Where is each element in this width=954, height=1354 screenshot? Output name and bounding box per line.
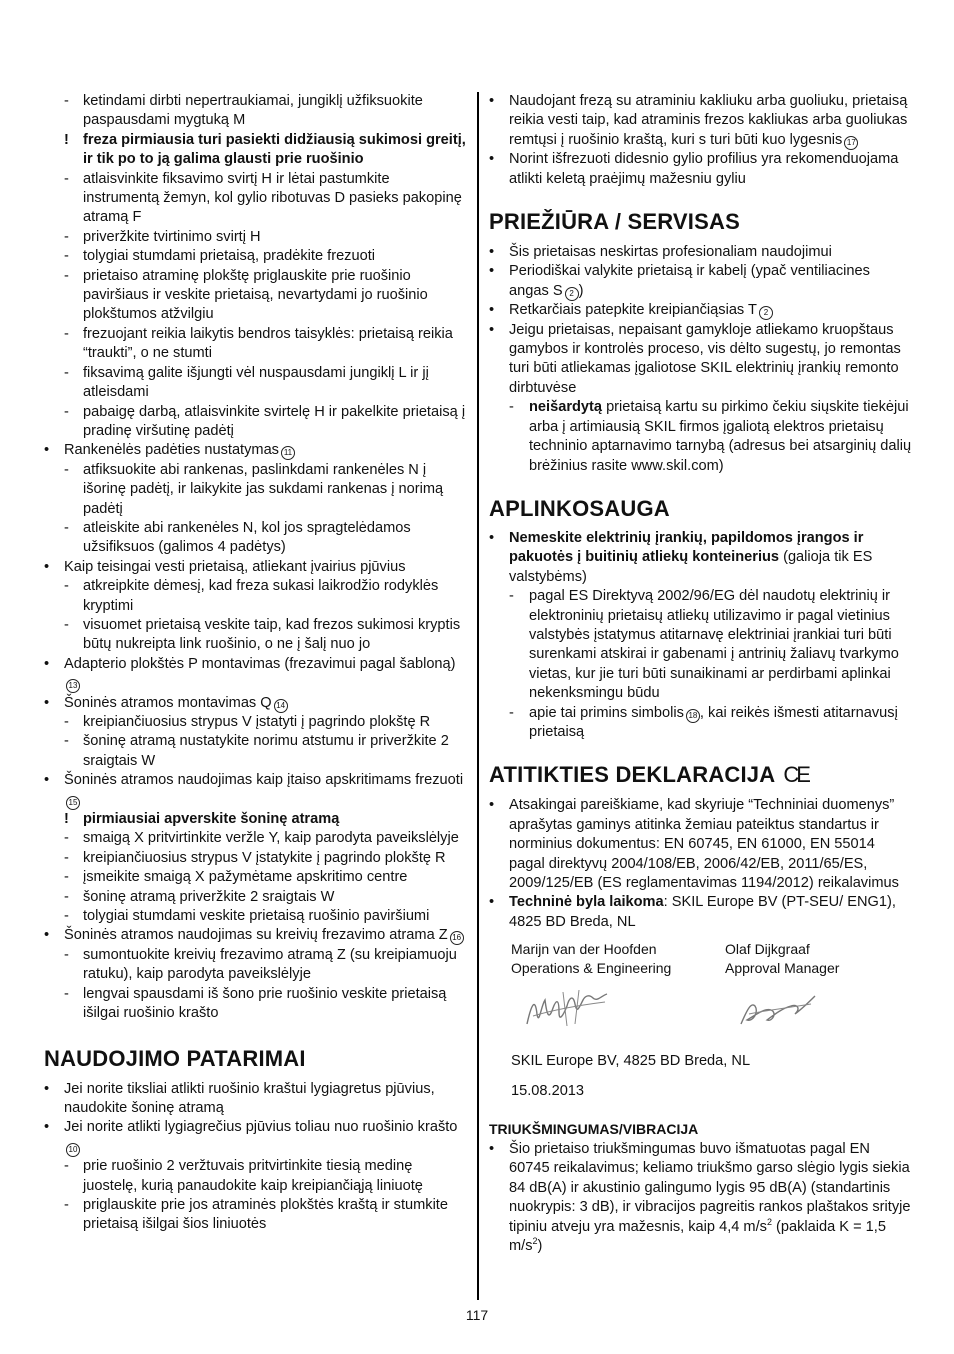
dash-marker: - [509, 399, 514, 416]
dash-marker: - [64, 1158, 69, 1175]
item-text: prie ruošinio 2 veržtuvais pritvirtinkite tiesią medinę juostelę, kurią panaudokite kaip kreipiančiąją liniuotę [83, 1158, 423, 1194]
list-item [44, 985, 468, 1024]
list-item [44, 267, 468, 325]
dash-marker: - [64, 616, 69, 633]
list-item [44, 1118, 468, 1157]
item-text: kreipiančiuosius strypus V įstatykite į pagrindo plokštę R [83, 849, 446, 866]
list-item [44, 131, 468, 170]
item-lead-text: neišardytą [529, 399, 603, 416]
signer-2 [725, 940, 839, 978]
item-text: fiksavimą galite išjungti vėl nuspausdami jungiklį L ir jį atleisdami [83, 364, 429, 401]
item-text: pirmiausiai apverskite šoninę atramą [83, 811, 340, 828]
item-text: : SKIL Europe BV (PT-SEU/ ENG1), 4825 BD Breda, NL [509, 894, 896, 930]
signature-1-image [523, 986, 613, 1034]
bullet-marker: • [44, 558, 50, 575]
bullet-marker: • [44, 772, 50, 789]
item-text: Jei norite tiksliai atlikti ruošinio kraštui lygiagretus pjūvius, naudokite šoninę atramą [64, 1080, 435, 1116]
list-item [44, 888, 468, 907]
noise-text-1: Šio prietaiso triukšmingumas buvo išmatuotas pagal EN 60745 reikalavimus; keliamo triukšmo garso slėgio lygis siekia 84 dB(A) ir akustinio galingumo lygis 95 dB(A) (standartinis nuokrypis: 3 dB), ir vibracijos pagreitis rankos plaštakos srityje tipiniu atveju yra mažesnis, kaip 4,4 m/s [509, 1141, 911, 1235]
bullet-marker: • [489, 263, 495, 280]
dash-marker: - [64, 888, 69, 905]
list-item [44, 228, 468, 247]
warning-marker: ! [64, 811, 69, 828]
warning-marker: ! [64, 131, 69, 148]
dash-marker: - [64, 267, 69, 284]
figure-reference-icon: 13 [66, 679, 80, 693]
environment-list [489, 529, 913, 742]
list-item [44, 1080, 468, 1119]
ce-mark-icon: CE [783, 762, 808, 788]
bullet-marker: • [44, 927, 50, 944]
list-item [44, 558, 468, 577]
declaration-date: 15.08.2013 [511, 1082, 585, 1099]
bullet-marker: • [44, 655, 50, 672]
section-title-prieziura: PRIEŽIŪRA / SERVISAS [489, 209, 740, 235]
item-text: pagal ES Direktyvą 2002/96/EG dėl naudotų elektrinių ir elektroninių prietaisų atliekų utilizavimo ir pagal vietinius valstybės įstatymus atitarnavę elektriniai įrankiai turi būti surenkami atskirai ir gabenami į antrinių žaliavų tvarkymo vietas, kur jie turi būti sunaikinami ar perdirbami aplinkai nekenksmingu būdu [529, 588, 899, 702]
dash-marker: - [64, 985, 69, 1002]
list-item [489, 587, 913, 703]
section-title-aplinkosauga: APLINKOSAUGA [489, 495, 670, 521]
item-text: sumontuokite kreivių frezavimo atramą Z (su kreipiamuoju ratuku), kaip parodyta paveikslėlyje [83, 946, 457, 983]
list-item [489, 150, 913, 189]
dash-marker: - [64, 325, 69, 342]
item-text: atkreipkite dėmesį, kad freza sukasi laikrodžio rodyklės kryptimi [83, 578, 439, 614]
list-item [489, 301, 913, 320]
dash-marker: - [509, 588, 514, 605]
list-item [489, 243, 913, 262]
signer-1 [511, 940, 671, 978]
section-title-atitikties-deklaracija [489, 762, 913, 788]
list-item [44, 616, 468, 655]
figure-reference-icon: 11 [281, 446, 295, 460]
list-item [44, 577, 468, 616]
dash-marker: - [64, 830, 69, 847]
list-item [489, 796, 913, 893]
list-item [44, 771, 468, 810]
maintenance-list [489, 243, 913, 476]
dash-marker: - [64, 733, 69, 750]
figure-reference-icon: 16 [450, 931, 464, 945]
list-item [44, 1196, 468, 1235]
item-text: Rankenėlės padėties nustatymas [64, 442, 279, 459]
item-text: Šis prietaisas neskirtas profesionaliam naudojimui [509, 244, 832, 261]
item-text: smaigą X pritvirtinkite veržle Y, kaip parodyta paveikslėlyje [83, 830, 459, 847]
noise-text-2: (paklaida K = 1,5 m/s [509, 1218, 886, 1255]
instruction-list [44, 92, 468, 1024]
figure-reference-icon: 18 [686, 709, 700, 723]
usage-tips-list [44, 1080, 468, 1235]
bullet-marker: • [489, 321, 495, 338]
list-item [44, 829, 468, 848]
item-text: Adapterio plokštės P montavimas (frezavimui pagal šabloną) [64, 655, 456, 672]
list-item [44, 732, 468, 771]
list-item [44, 403, 468, 442]
figure-reference-icon: 10 [66, 1143, 80, 1157]
list-item [44, 907, 468, 926]
list-item [489, 321, 913, 399]
list-item [489, 704, 913, 743]
bullet-marker: • [489, 244, 495, 261]
item-text: Naudojant frezą su atraminiu kakliuku arba guoliuku, prietaisą reikia vesti taip, kad atraminis frezos kakliukas arba guoliukas remtųsi į ruošinio kraštą, kuri s turi būti kuo lygesnis [509, 93, 908, 148]
item-text: kreipiančiuosius strypus V įstatyti į pagrindo plokštę R [83, 714, 431, 730]
company-address: SKIL Europe BV, 4825 BD Breda, NL [511, 1053, 751, 1070]
list-item [44, 461, 468, 519]
item-text: apie tai primins simbolis [529, 704, 684, 721]
dash-marker: - [64, 248, 69, 265]
right-column [489, 92, 913, 1256]
item-text-after: , kai reikės išmesti atitarnavusį prietaisą [529, 704, 898, 740]
item-text: (galioja tik ES valstybėms) [509, 549, 873, 585]
figure-reference-icon: 2 [565, 287, 579, 301]
dash-marker: - [64, 519, 69, 536]
dash-marker: - [64, 578, 69, 595]
item-text: Retkarčiais patepkite kreipiančiąsias T [509, 302, 757, 319]
bullet-marker: • [44, 442, 50, 459]
bullet-marker: • [489, 151, 495, 168]
item-text: priglauskite prie jos atraminės plokštės kraštą ir stumkite prietaisą išilgai šios liniuotės [83, 1196, 448, 1233]
item-text: freza pirmiausia turi pasiekti didžiausią sukimosi greitį, ir tik po to ją galima glausti prie ruošinio [83, 131, 466, 168]
figure-reference-icon: 2 [759, 306, 773, 320]
bullet-marker: • [44, 1080, 50, 1097]
list-item [489, 529, 913, 587]
figure-reference-icon: 15 [66, 796, 80, 810]
bullet-marker: • [489, 1141, 495, 1158]
item-text: prietaisą kartu su pirkimo čekiu siųskite tiekėjui arba į artimiausią SKIL firmos įgaliotą elektros prietaisų techninio aptarnavimo tarnybą (adresus bei atsarginių dalių brėžinius rasite www.skil.com) [529, 399, 912, 474]
page-number: 117 [465, 1307, 489, 1323]
signer-1-role: Operations & Engineering [511, 960, 672, 977]
list-item [44, 170, 468, 228]
item-text: ketindami dirbti nepertraukiamai, jungiklį užfiksuokite paspausdami mygtuką M [83, 93, 423, 129]
declaration-list [489, 796, 913, 932]
figure-reference-icon: 14 [274, 699, 288, 713]
list-item [44, 441, 468, 460]
item-text: Periodiškai valykite prietaisą ir kabelį (ypač ventiliacines angas S [509, 263, 870, 299]
superscript-2b: 2 [532, 1236, 538, 1247]
list-item [44, 92, 468, 131]
dash-marker: - [64, 461, 69, 478]
bullet-marker: • [489, 529, 495, 546]
signature-2-image [737, 992, 819, 1032]
list-item [44, 946, 468, 985]
item-text: šoninę atramą priveržkite 2 sraigtais W [83, 888, 335, 905]
section-title-naudojimo-patarimai: NAUDOJIMO PATARIMAI [44, 1045, 306, 1071]
item-text: Jeigu prietaisas, nepaisant gamykloje atliekamo kruopštaus gamybos ir kontrolės proceso, vis dėlto sugestų, jo remontas turi būti atliekamas įgaliotose SKIL elektrinių įrankių remonto dirbtuvėse [509, 321, 901, 396]
list-item [44, 1157, 468, 1196]
item-text: Šoninės atramos naudojimas kaip įtaiso apskritimams frezuoti [64, 772, 464, 789]
item-lead-text: Nemeskite elektrinių įrankių, papildomos įrangos ir pakuotės į buitinių atliekų konteinerius [509, 529, 864, 566]
item-text: tolygiai stumdami prietaisą, pradėkite frezuoti [83, 248, 376, 265]
item-text: lengvai spausdami iš šono prie ruošinio veskite prietaisą išilgai ruošinio krašto [83, 985, 447, 1022]
dash-marker: - [64, 170, 69, 187]
list-item [44, 868, 468, 887]
bullet-marker: • [489, 797, 495, 814]
item-text-after: ) [578, 282, 584, 299]
dash-marker: - [64, 1196, 69, 1213]
noise-text-3: ) [537, 1238, 543, 1255]
list-item [44, 364, 468, 403]
list-item [44, 926, 468, 945]
list-item [489, 893, 913, 932]
item-text: Kaip teisingai vesti prietaisą, atliekant įvairius pjūvius [64, 558, 406, 575]
left-column [44, 92, 468, 1235]
usage-tips-continued-list [489, 92, 913, 189]
list-item [44, 849, 468, 868]
list-item [44, 325, 468, 364]
bullet-marker: • [489, 302, 495, 319]
list-item [489, 262, 913, 301]
item-text: Atsakingai pareiškiame, kad skyriuje “Techniniai duomenys” aprašytas gaminys atitinka žemiau pateiktus standartus ir norminius dokumentus: EN 60745, EN 61000, EN 55014 pagal direktyvų 2004/108/EB, 2006/42/EB, 2011/65/ES, 2009/125/EB (ES reglamentavimas 1194/2012) reikalavimus [509, 797, 899, 891]
item-text: visuomet prietaisą veskite taip, kad frezos sukimosi kryptis būtų nukreipta link ruošinio, o ne į šalį nuo jo [83, 616, 461, 653]
dash-marker: - [64, 364, 69, 381]
dash-marker: - [64, 908, 69, 925]
item-text: frezuojant reikia laikytis bendros taisyklės: prietaisą reikia “traukti”, o ne stumti [83, 325, 453, 362]
item-lead-text: Techninė byla laikoma [509, 894, 664, 911]
list-item [489, 398, 913, 476]
item-text: įsmeikite smaigą X pažymėtame apskritimo centre [83, 869, 408, 886]
item-text: Norint išfrezuoti didesnio gylio profilius yra rekomenduojama atlikti keletą praėjimų mažesniu gyliu [509, 151, 899, 187]
item-text: pabaigę darbą, atlaisvinkite svirtelę H ir pakelkite prietaisą į pradinę viršutinę padėtį [83, 403, 466, 439]
item-text: šoninę atramą nustatykite norimu atstumu ir priveržkite 2 sraigtais W [83, 733, 449, 769]
bullet-marker: • [44, 694, 50, 711]
dash-marker: - [64, 403, 69, 420]
item-text: tolygiai stumdami veskite prietaisą ruošinio paviršiumi [83, 908, 430, 925]
item-text: Šoninės atramos naudojimas su kreivių frezavimo atrama Z [64, 927, 448, 944]
signer-2-role: Approval Manager [725, 960, 840, 977]
list-item [44, 655, 468, 694]
item-text: atleiskite abi rankenėles N, kol jos spragtelėdamos užsifiksuos (galimos 4 padėtys) [83, 519, 411, 556]
list-item [489, 92, 913, 150]
bullet-marker: • [489, 93, 495, 109]
list-item [44, 810, 468, 829]
signer-1-name: Marijn van der Hoofden [511, 941, 657, 958]
list-item [44, 519, 468, 558]
superscript-2: 2 [766, 1216, 772, 1227]
signer-2-name: Olaf Dijkgraaf [725, 941, 810, 958]
item-text: atlaisvinkite fiksavimo svirtį H ir lėtai pastumkite instrumentą žemyn, kol gylio ribotuvas D pasieks pakopinę atramą F [83, 170, 462, 226]
bullet-marker: • [489, 894, 495, 911]
bullet-marker: • [44, 1119, 50, 1136]
column-divider [477, 92, 479, 1300]
declaration-title-text: ATITIKTIES DEKLARACIJA [489, 762, 776, 788]
signature-block [489, 940, 913, 1052]
dash-marker: - [64, 946, 69, 963]
dash-marker: - [64, 228, 69, 245]
dash-marker: - [509, 704, 514, 721]
dash-marker: - [64, 93, 69, 109]
list-item [44, 694, 468, 713]
dash-marker: - [64, 869, 69, 886]
item-text: prietaiso atraminę plokštę priglauskite prie ruošinio paviršiaus ir veskite prietaisą, nevartydami jo ruošinio plokštumos atžvilgiu [83, 267, 428, 323]
dash-marker: - [64, 849, 69, 866]
list-item [44, 247, 468, 266]
noise-item [489, 1140, 913, 1256]
section-title-noise-vibration: TRIUKŠMINGUMAS/VIBRACIJA [489, 1121, 699, 1138]
item-text: atfiksuokite abi rankenas, paslinkdami rankenėles N į išorinę padėtį, ir laikykite jas sukdami rankenas į norimą padėtį [83, 461, 444, 517]
item-text: Jei norite atlikti lygiagrečius pjūvius toliau nuo ruošinio krašto [64, 1119, 458, 1136]
item-text: Šoninės atramos montavimas Q [64, 694, 272, 711]
list-item [44, 713, 468, 732]
dash-marker: - [64, 714, 69, 730]
figure-reference-icon: 17 [844, 136, 858, 150]
item-text: priveržkite tvirtinimo svirtį H [83, 228, 261, 245]
